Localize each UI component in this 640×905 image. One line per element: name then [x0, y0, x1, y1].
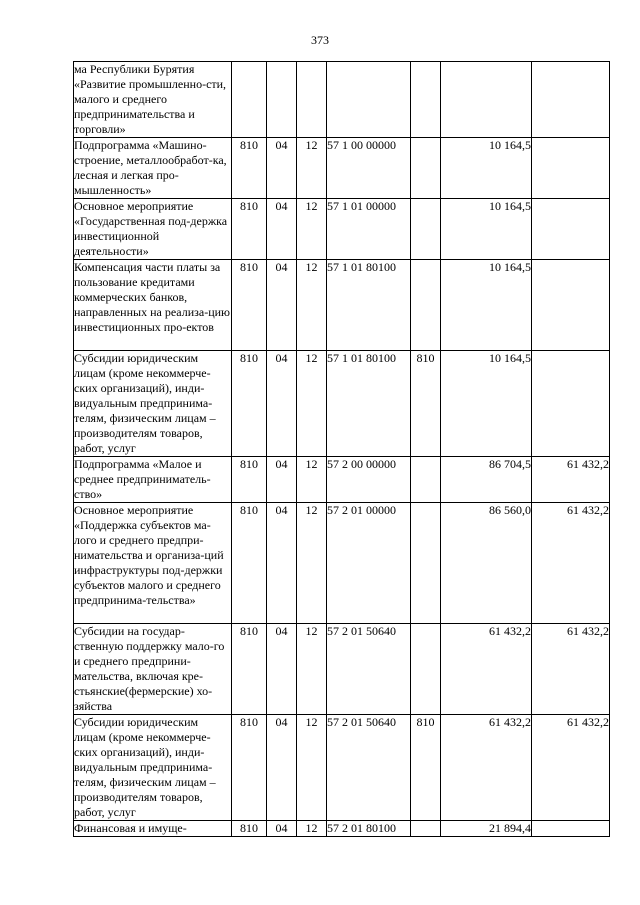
section-code-cell: 04: [267, 351, 297, 457]
subvention-sum-cell: 61 432,2: [532, 624, 610, 715]
table-row: [74, 821, 610, 837]
subsection-code-cell: 12: [297, 260, 327, 351]
ministry-code-cell: 810: [232, 715, 267, 821]
section-code-cell: 04: [267, 503, 297, 624]
subvention-sum-cell: [532, 821, 610, 837]
subvention-sum-cell: 61 432,2: [532, 715, 610, 821]
subvention-sum-cell: [532, 138, 610, 199]
subsection-code-cell: 12: [297, 624, 327, 715]
sum-cell: 10 164,5: [441, 199, 532, 260]
table-row: [74, 457, 610, 503]
subvention-sum-cell: [532, 199, 610, 260]
row-name-cell: Субсидии юридическим лицам (кроме некоммерче-ских организаций), инди-видуальным предпринима-телям, физическим лицам – производителям товаров, работ, услуг: [74, 715, 232, 821]
row-name-cell: Подпрограмма «Малое и среднее предприниматель-ство»: [74, 457, 232, 503]
target-article-cell: 57 1 00 00000: [327, 138, 411, 199]
ministry-code-cell: 810: [232, 351, 267, 457]
section-code-cell: 04: [267, 138, 297, 199]
ministry-code-cell: 810: [232, 821, 267, 837]
sum-cell: 10 164,5: [441, 138, 532, 199]
expense-type-cell: [411, 503, 441, 624]
sum-cell: 86 704,5: [441, 457, 532, 503]
row-name-cell: Финансовая и имуще-: [74, 821, 232, 837]
ministry-code-cell: 810: [232, 260, 267, 351]
subsection-code-cell: 12: [297, 821, 327, 837]
section-code-cell: 04: [267, 715, 297, 821]
table-row: [74, 62, 610, 138]
sum-cell: 10 164,5: [441, 351, 532, 457]
expense-type-cell: [411, 138, 441, 199]
table-row: [74, 260, 610, 351]
row-name-cell: Основное мероприятие «Государственная под-держка инвестиционной деятельности»: [74, 199, 232, 260]
expense-type-cell: [411, 62, 441, 138]
subsection-code-cell: 12: [297, 715, 327, 821]
sum-cell: 10 164,5: [441, 260, 532, 351]
table-row: [74, 503, 610, 624]
row-name-cell: ма Республики Бурятия «Развитие промышленно-сти, малого и среднего предпринимательства и торговли»: [74, 62, 232, 138]
target-article-cell: 57 1 01 80100: [327, 351, 411, 457]
subvention-sum-cell: [532, 351, 610, 457]
table-body: [74, 62, 610, 837]
subvention-sum-cell: 61 432,2: [532, 457, 610, 503]
table-row: [74, 199, 610, 260]
sum-cell: 21 894,4: [441, 821, 532, 837]
target-article-cell: 57 1 01 00000: [327, 199, 411, 260]
subsection-code-cell: [297, 62, 327, 138]
subsection-code-cell: 12: [297, 199, 327, 260]
expense-type-cell: [411, 821, 441, 837]
target-article-cell: [327, 62, 411, 138]
row-name-cell: Субсидии юридическим лицам (кроме некоммерче-ских организаций), инди-видуальным предпринима-телям, физическим лицам – производителям товаров, работ, услуг: [74, 351, 232, 457]
ministry-code-cell: 810: [232, 457, 267, 503]
subsection-code-cell: 12: [297, 351, 327, 457]
expense-type-cell: [411, 457, 441, 503]
expense-type-cell: 810: [411, 351, 441, 457]
sum-cell: 86 560,0: [441, 503, 532, 624]
ministry-code-cell: 810: [232, 624, 267, 715]
subsection-code-cell: 12: [297, 457, 327, 503]
section-code-cell: [267, 62, 297, 138]
target-article-cell: 57 2 01 80100: [327, 821, 411, 837]
table-row: [74, 351, 610, 457]
budget-table: [73, 61, 610, 837]
page-number: 373: [311, 33, 329, 47]
row-name-cell: Основное мероприятие «Поддержка субъектов ма-лого и среднего предпри-нимательства и организа-ций инфраструктуры под-держки субъектов малого и среднего предпринима-тельства»: [74, 503, 232, 624]
table-row: [74, 624, 610, 715]
sum-cell: [441, 62, 532, 138]
target-article-cell: 57 2 01 00000: [327, 503, 411, 624]
section-code-cell: 04: [267, 624, 297, 715]
subsection-code-cell: 12: [297, 503, 327, 624]
section-code-cell: 04: [267, 821, 297, 837]
subvention-sum-cell: [532, 260, 610, 351]
table-row: [74, 138, 610, 199]
ministry-code-cell: 810: [232, 503, 267, 624]
section-code-cell: 04: [267, 199, 297, 260]
row-name-cell: Субсидии на государ-ственную поддержку мало-го и среднего предприни-мательства, включая кре-стьянские(фермерские) хо-зяйства: [74, 624, 232, 715]
ministry-code-cell: 810: [232, 199, 267, 260]
expense-type-cell: [411, 260, 441, 351]
target-article-cell: 57 2 01 50640: [327, 715, 411, 821]
target-article-cell: 57 1 01 80100: [327, 260, 411, 351]
ministry-code-cell: 810: [232, 138, 267, 199]
table-row: [74, 715, 610, 821]
subsection-code-cell: 12: [297, 138, 327, 199]
row-name-cell: Подпрограмма «Машино-строение, металлообработ-ка, лесная и легкая про-мышленность»: [74, 138, 232, 199]
target-article-cell: 57 2 00 00000: [327, 457, 411, 503]
sum-cell: 61 432,2: [441, 624, 532, 715]
expense-type-cell: [411, 199, 441, 260]
expense-type-cell: 810: [411, 715, 441, 821]
expense-type-cell: [411, 624, 441, 715]
target-article-cell: 57 2 01 50640: [327, 624, 411, 715]
ministry-code-cell: [232, 62, 267, 138]
sum-cell: 61 432,2: [441, 715, 532, 821]
subvention-sum-cell: [532, 62, 610, 138]
row-name-cell: Компенсация части платы за пользование кредитами коммерческих банков, направленных на реализа-цию инвестиционных про-ектов: [74, 260, 232, 351]
subvention-sum-cell: 61 432,2: [532, 503, 610, 624]
section-code-cell: 04: [267, 260, 297, 351]
section-code-cell: 04: [267, 457, 297, 503]
